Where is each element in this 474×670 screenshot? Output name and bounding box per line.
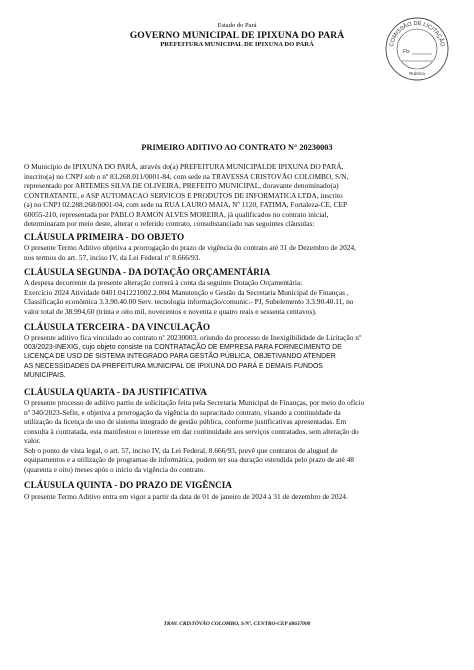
clause-line: Exercício 2024 Atividade 0401.041221002.2.004 Manutenção e Gestão da Secretaria Municipal de Finanças , xyxy=(24,287,349,297)
clause-line: valor total de 38.994,60 (trinta e oito mil, novecentos e noventa e quatro reais e sessenta centavos). xyxy=(24,306,317,316)
intro-line: O Município de IPIXUNA DO PARÁ, através do(a) PREFEITURA MUNICIPALDE IPIXUNA DO PARÁ, xyxy=(24,162,344,171)
clause-line: consulta à contratada, esta manifestou o interesse em dar continuidade aos serviços contratados, sem alteração do xyxy=(24,426,359,436)
stamp-rubrica: Rubrica xyxy=(409,71,425,76)
clause-heading: CLÁUSULA TERCEIRA - DA VINCULAÇÃO xyxy=(24,322,210,332)
header-governo: GOVERNO MUNICIPAL DE IPIXUNA DO PARÁ xyxy=(129,30,345,41)
stamp-seal-icon xyxy=(384,16,450,82)
clause-line: MUNICIPAIS. xyxy=(24,372,66,379)
clause-line: LICENÇA DE USO DE SISTEMA INTEGRADO PARA GESTÃO PÚBLICA, OBJETIVANDO ATENDER xyxy=(24,353,336,360)
clause-line: Sob o ponto de vista legal, o art. 57, inciso IV, da Lei Federal, 8.666/93, prevê que contratos de aluguel de xyxy=(24,445,338,455)
intro-paragraph xyxy=(24,162,450,229)
document-title: PRIMEIRO ADITIVO AO CONTRATO N° 20230003 xyxy=(141,143,333,152)
clause-line: AS NECESSIDADES DA PREFEITURA MUNICIPAL DE IPIXUNA DO PARÁ E DEMAIS FUNDOS xyxy=(24,362,323,370)
clause-body xyxy=(24,278,450,316)
clause-line: nos termos do art. 57, inciso IV, da Lei Federal nº 8.666/93. xyxy=(24,252,201,262)
intro-line: 60055-210, representada por PABLO RAMON ALVES MOREIRA, já qualificados no contrato inicial, xyxy=(24,209,329,219)
intro-line: inscrito(a) no CNPJ sob o nº 83.268.011/0001-84, com sede na TRAVESSA CRISTOVÃO COLOMBO, S/N, xyxy=(24,171,349,181)
clause-heading: CLÁUSULA QUINTA - DO PRAZO DE VIGÊNCIA xyxy=(24,480,232,490)
intro-line: (a) no CNPJ 02.288.268/0001-04, com sede na RUA LAURO MAIA, Nº 1120, FATIMA, Fortaleza-CE, CEP xyxy=(24,200,348,209)
clause-line: O presente aditivo fica vinculado ao contrato nº 20230003, oriundo do processo de Inexigibilidade de Licitação nº xyxy=(24,333,362,342)
clause-line: 003/2023-INEXIG, cujo objeto consiste na CONTRATAÇÃO DE EMPRESA PARA FORNECIMENTO DE xyxy=(24,343,342,351)
intro-line: representado por ARTEMES SILVA DE OLIVEIRA, PREFEITO MUNICIPAL, doravante denominado(a) xyxy=(24,181,339,190)
page-footer: TRAV. CRISTÓVÃO COLOMBO, S/Nº, CENTRO-CEP 68637000 xyxy=(163,621,311,627)
clause-body xyxy=(24,243,450,262)
clause-line: O presente processo de aditivo partiu de solicitação feita pela Secretaria Municipal de Finanças, por meio do ofício xyxy=(24,398,365,407)
clause-line: (quarenta e oito) meses após o início da vigência do contrato. xyxy=(24,464,206,474)
clause-heading: CLÁUSULA SEGUNDA - DA DOTAÇÃO ORÇAMENTÁRIA xyxy=(24,267,271,277)
clause-body xyxy=(24,492,450,502)
clause-heading: CLÁUSULA QUARTA - DA JUSTIFICATIVA xyxy=(24,387,207,397)
clause-line: valor. xyxy=(24,436,41,445)
intro-line: determinaram por meio deste, alterar o referido contrato, consubstanciado nas seguintes cláusulas: xyxy=(24,219,315,228)
clause-line: equipamentos e a utilização de programas de informática, podem ter sua duração estendida pelo prazo de até 48 xyxy=(24,455,354,464)
header-prefeitura: PREFEITURA MUNICIPAL DE IPIXUNA DO PARÁ xyxy=(160,41,314,48)
header-estado: Estado do Pará xyxy=(217,22,257,29)
clause-line: utilização da licença de uso de sistema integrado de gestão pública, conforme justificativas apresentadas. Em xyxy=(24,417,347,426)
stamp-fls: Fls xyxy=(403,49,410,55)
clause-line: nº 340/2023-Sefin, e objetiva a prorrogação da vigência do supracitado contrato, visando a continuidade da xyxy=(24,407,341,417)
clause-body xyxy=(24,333,450,381)
clause-line: Classificação econômica 3.3.90.40.00 Serv. tecnologia informação/comunic.- PJ, Subelemento 3.3.90.40.11, no xyxy=(24,297,354,306)
clause-line: O presente Termo Aditivo objetiva a prorrogação do prazo de vigência do contrato até 31 de Dezembro de 2024, xyxy=(24,243,357,252)
stamp-ring-text: COMISSÃO DE LICITAÇÃO xyxy=(389,20,445,48)
intro-line: CONTRATANTE, e ASP AUTOMACAO SERVICOS E PRODUTOS DE INFORMATICA LTDA, inscrito xyxy=(24,190,343,200)
clause-body xyxy=(24,398,450,474)
clause-line: O presente Termo Aditivo entra em vigor a partir da data de 01 de janeiro de 2024 à 31 de dezembro de 2024. xyxy=(24,492,348,501)
clause-line: A despesa decorrente da presente alteração correrá à conta da seguinte Dotação Orçamentária: xyxy=(24,278,303,287)
clause-heading: CLÁUSULA PRIMEIRA - DO OBJETO xyxy=(24,232,185,242)
licitacao-stamp xyxy=(384,16,450,82)
